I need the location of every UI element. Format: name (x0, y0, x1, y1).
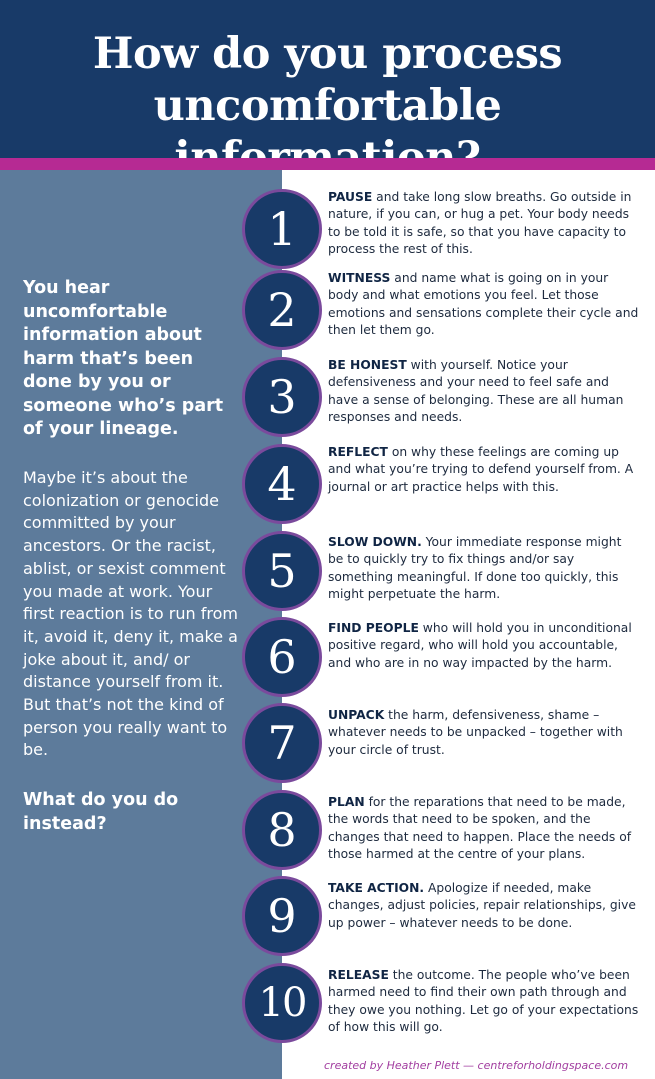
step-body: who will hold you in unconditional positive regard, who will hold you accountable, and who are in no way impacted by the harm. (328, 621, 632, 670)
step-number-circle: 10 (242, 963, 322, 1043)
step-body: and name what is going on in your body and what emotions you feel. Let those emotions and sensations complete their cycle and then let them go. (328, 271, 639, 337)
step-description (328, 620, 640, 672)
step-description (328, 707, 640, 759)
step-keyword: RELEASE (328, 968, 389, 982)
step-body: Apologize if needed, make changes, adjust policies, repair relationships, give up power – whatever needs to be done. (328, 881, 636, 930)
step-keyword: BE HONEST (328, 358, 407, 372)
step-item (242, 876, 642, 956)
step-description (328, 444, 640, 496)
header-banner (0, 0, 655, 158)
step-item (242, 189, 642, 269)
step-body: the outcome. The people who’ve been harmed need to find their own path through and they owe you nothing. Let go of your expectations of how this will go. (328, 968, 639, 1034)
question-text: What do you do instead? (23, 790, 179, 834)
step-body: for the reparations that need to be made, the words that need to be spoken, and the changes that need to happen. Place the needs of those harmed at the centre of your plans. (328, 795, 632, 861)
step-item (242, 617, 642, 697)
step-description (328, 357, 640, 426)
step-number-circle: 6 (242, 617, 322, 697)
step-number-circle: 4 (242, 444, 322, 524)
step-body: with yourself. Notice your defensiveness and your need to feel safe and have a sense of belonging. These are all human responses and needs. (328, 358, 624, 424)
step-number-circle: 9 (242, 876, 322, 956)
step-item (242, 790, 642, 870)
step-body: the harm, defensiveness, shame – whatever needs to be unpacked – together with your circle of trust. (328, 708, 623, 757)
step-body: Your immediate response might be to quickly try to fix things and/or say something meaningful. If done too quickly, this might perpetuate the harm. (328, 535, 622, 601)
step-item (242, 963, 642, 1043)
step-description (328, 270, 640, 339)
step-keyword: REFLECT (328, 445, 388, 459)
step-description (328, 189, 640, 258)
step-item (242, 357, 642, 437)
step-body: and take long slow breaths. Go outside in nature, if you can, or hug a pet. Your body needs to be told it is safe, so that you have capacity to process the rest of this. (328, 190, 632, 256)
step-item (242, 531, 642, 611)
step-description (328, 534, 640, 603)
intro-text: You hear uncomfortable information about harm that’s been done by you or someone who’s part of your lineage. (23, 278, 224, 439)
step-number-circle: 3 (242, 357, 322, 437)
step-keyword: UNPACK (328, 708, 385, 722)
step-body: on why these feelings are coming up and what you’re trying to defend yourself from. A journal or art practice helps with this. (328, 445, 634, 494)
step-number-circle: 1 (242, 189, 322, 269)
step-number-circle: 8 (242, 790, 322, 870)
step-keyword: FIND PEOPLE (328, 621, 419, 635)
step-keyword: PAUSE (328, 190, 373, 204)
title-line-1: How do you process (92, 29, 563, 79)
title-line-2: uncomfortable (153, 81, 502, 131)
step-number-circle: 7 (242, 703, 322, 783)
step-item (242, 270, 642, 350)
step-keyword: WITNESS (328, 271, 391, 285)
step-item (242, 703, 642, 783)
accent-divider (0, 158, 655, 170)
step-number-circle: 5 (242, 531, 322, 611)
step-keyword: SLOW DOWN. (328, 535, 422, 549)
step-description (328, 794, 640, 863)
credit-line: created by Heather Plett — centreforholdingspace.com (324, 1059, 629, 1072)
step-description (328, 967, 640, 1036)
step-number-circle: 2 (242, 270, 322, 350)
step-keyword: PLAN (328, 795, 365, 809)
step-item (242, 444, 642, 524)
step-description (328, 880, 640, 932)
step-keyword: TAKE ACTION. (328, 881, 425, 895)
context-paragraph: Maybe it’s about the colonization or genocide committed by your ancestors. Or the racist, ablist, or sexist comment you made at work. Your first reaction is to run from it, avoid it, deny it, make a joke about it, and/ or distance yourself from it. But that’s not the kind of person you really want to be. (23, 468, 238, 760)
